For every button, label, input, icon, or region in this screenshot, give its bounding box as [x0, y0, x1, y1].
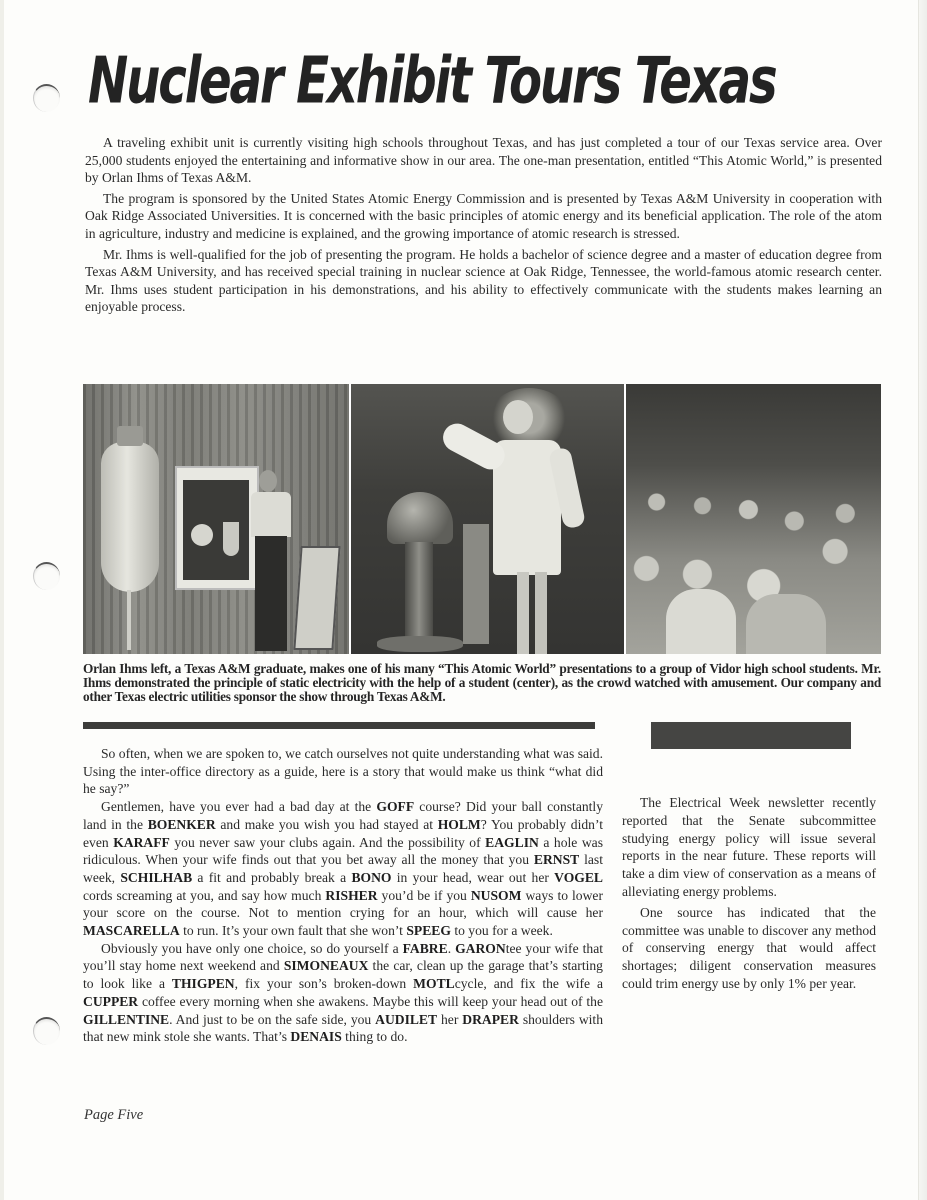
- sidebar-header-bar: [651, 722, 851, 749]
- directory-name: MOTL: [413, 976, 455, 992]
- directory-name: DENAIS: [290, 1029, 342, 1045]
- reactor-model-shape: [101, 442, 159, 592]
- page-title: Nuclear Exhibit Tours Texas: [88, 44, 776, 119]
- intro-paragraph: The program is sponsored by the United States Atomic Energy Commission and is presented by Texas A&M University in cooperation with Oak Ridge Associated Universities. It is concerned with the basic principles of atomic energy and its beneficial application. The role of the atom in agriculture, industry and medicine is explained, and the growing importance of atomic research is stressed.: [85, 190, 882, 241]
- directory-name: SCHILHAB: [120, 869, 193, 885]
- punch-hole-middle: [33, 562, 60, 590]
- directory-name: FABRE: [402, 940, 448, 956]
- directory-story: [83, 745, 603, 1046]
- punch-hole-bottom: [33, 1017, 60, 1045]
- story-paragraph: Gentlemen, have you ever had a bad day at the GOFF course? Did your ball constantly land in the BOENKER and make you wish you had stayed at HOLM? You probably didn’t even KARAFF you never saw your clubs again. And the possibility of EAGLIN a hole was ridiculous. When your wife finds out that you bet away all the money that you ERNST last week, SCHILHAB a fit and probably break a BONO in your head, wear out her VOGEL cords screaming at you, and say how much RISHER you’d be if you NUSOM ways to lower your score on the course. Not to mention crying for an hour, which will cause her MASCARELLA to run. It’s your own fault that she won’t SPEEG to you for a week.: [83, 799, 604, 939]
- energy-sidebar: [622, 794, 876, 996]
- directory-name: EAGLIN: [485, 834, 539, 850]
- directory-name: DRAPER: [462, 1011, 519, 1027]
- divider-bar-left: [83, 722, 595, 729]
- directory-name: SPEEG: [406, 923, 451, 939]
- directory-name: BOENKER: [147, 816, 216, 832]
- directory-name: GILLENTINE: [83, 1011, 170, 1027]
- directory-name: SIMONEAUX: [283, 958, 369, 974]
- photo-audience: [626, 384, 881, 654]
- directory-name: GARON: [455, 940, 506, 956]
- photo-presenter: [83, 384, 349, 654]
- photo-caption: Orlan Ihms left, a Texas A&M graduate, makes one of his many “This Atomic World” presentations to a group of Vidor high school students. Mr. Ihms demonstrated the principle of static electricity with the help of a student (center), as the crowd watched with amusement. Our company and other Texas electric utilities sponsor the show through Texas A&M.: [83, 661, 881, 704]
- directory-name: NUSOM: [470, 887, 522, 903]
- directory-name: AUDILET: [375, 1011, 438, 1027]
- intro-paragraph: A traveling exhibit unit is currently visiting high schools throughout Texas, and has just completed a tour of our Texas service area. Over 25,000 students enjoyed the entertaining and informative show in our area. The one-man presentation, entitled “This Atomic World,” is presented by Orlan Ihms of Texas A&M.: [85, 135, 882, 186]
- student-figure: [503, 400, 533, 434]
- story-paragraph: Obviously you have only one choice, so do yourself a FABRE. GARONtee your wife that you’ll stay home next weekend and SIMONEAUX the car, clean up the garage that’s starting to look like a THIGPEN, fix your son’s broken-down MOTLcycle, and fix the wife a CUPPER coffee every morning when she awakens. Maybe this will keep your head out of the GILLENTINE. And just to be on the safe side, you AUDILET her DRAPER shoulders with that new mink stole she wants. That’s DENAIS thing to do.: [83, 940, 604, 1045]
- directory-name: VOGEL: [554, 869, 603, 885]
- photo-static-demo: [351, 384, 624, 654]
- sidebar-paragraph: The Electrical Week newsletter recently reported that the Senate subcommittee studying energy policy will issue several reports in the near future. These reports will take a dim view of conservation as a means of alleviating energy problems.: [622, 795, 876, 899]
- story-paragraph: So often, when we are spoken to, we catch ourselves not quite understanding what was said. Using the inter-office directory as a guide, here is a story that would make us think “what did he say?”: [83, 746, 603, 797]
- directory-name: CUPPER: [83, 993, 139, 1009]
- intro-paragraph: Mr. Ihms is well-qualified for the job of presenting the program. He holds a bachelor of science degree and a master of education degree from Texas A&M University, and has received special training in nuclear science at Oak Ridge, Tennessee, the world-famous atomic research center. Mr. Ihms uses student participation in his demonstrations, and his ability to effectively communicate with the students makes learning an enjoyable process.: [85, 246, 882, 315]
- directory-name: THIGPEN: [171, 976, 235, 992]
- directory-name: HOLM: [437, 816, 481, 832]
- directory-name: GOFF: [376, 799, 415, 815]
- sidebar-paragraph: One source has indicated that the committee was unable to discover any method of conserving energy that would affect shortages; diligent conservation measures could trim energy use by only 1% per year.: [622, 904, 876, 991]
- directory-name: RISHER: [325, 887, 378, 903]
- photo-strip: [83, 384, 881, 654]
- presenter-figure: [259, 470, 277, 492]
- page-left-edge: [0, 0, 4, 1200]
- page-right-edge: [918, 0, 927, 1200]
- directory-name: BONO: [351, 869, 392, 885]
- page-number: Page Five: [84, 1107, 144, 1123]
- directory-name: MASCARELLA: [83, 923, 180, 939]
- punch-hole-top: [33, 84, 60, 112]
- directory-name: KARAFF: [113, 834, 170, 850]
- directory-name: ERNST: [533, 852, 580, 868]
- intro-article: [85, 134, 882, 319]
- van-de-graaff-shape: [387, 492, 453, 544]
